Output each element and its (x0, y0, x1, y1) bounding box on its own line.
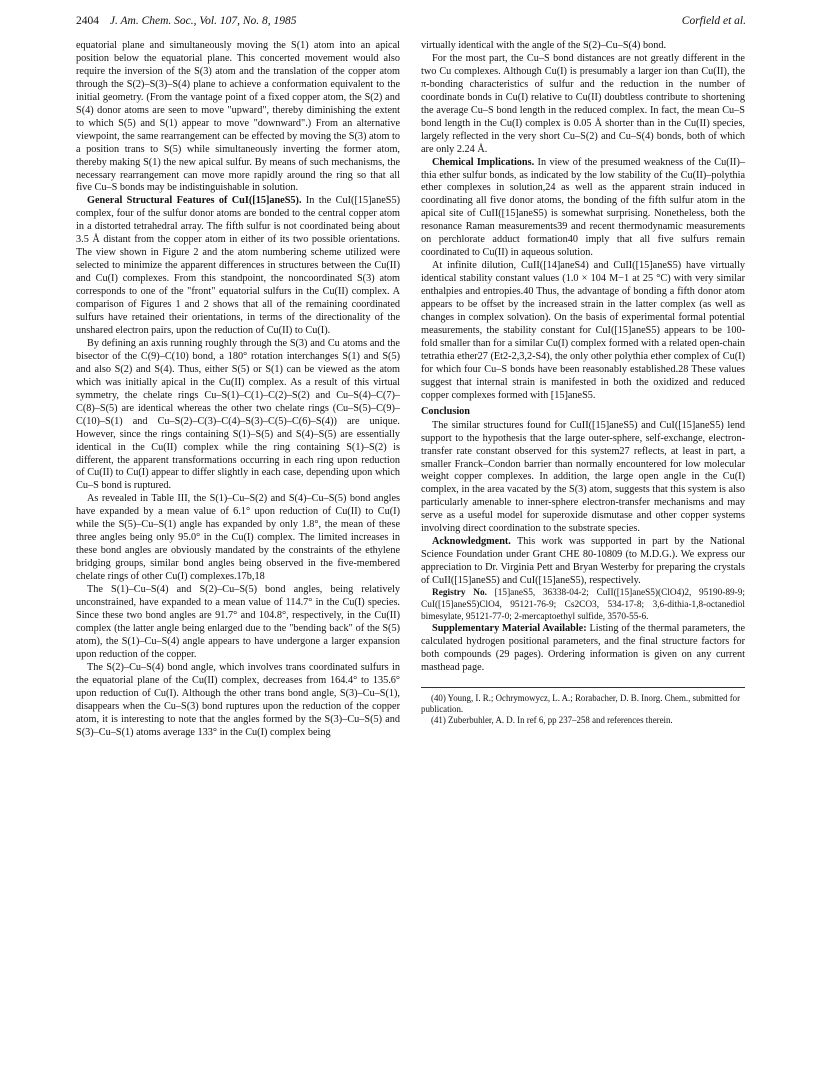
paragraph: For the most part, the Cu–S bond distances are not greatly different in the two Cu complexes. Although Cu(I) is presumably a larger ion than Cu(II), the π-bonding characteristics of sulfur and the reduction in the number of coordinate bonds in Cu(I) relative to Cu(II) doubtless contribute to shortening the average Cu–S bond length in the reduced complex. In fact, the mean Cu–S bond length in the Cu(I) complex is 0.05 Å shorter than in the Cu(II) species, largely reflected in the very short Cu–S(2) and Cu–S(4) bonds, both of which are only 2.24 Å. (421, 52, 745, 155)
supplementary-material (421, 623, 745, 675)
paragraph (421, 157, 745, 261)
section-heading: Chemical Implications. (432, 156, 535, 168)
paragraph-text: In view of the presumed weakness of the Cu(II)–thia ether sulfur bonds, as indicated by the low stability of the Cu(II)–polythia ether complexes in solution,24 as well as the apparent strain induced in coordinating all five donor atoms, the bonding of the fifth sulfur atom in the apical site of CuII([15]aneS5) is somewhat surprising. Nonetheless, both the resonance Raman measurements39 and recent thermodynamic measurements on perchlorate adduct formation40 imply that all five sulfurs remain coordinated to Cu(II) in aqueous solution. (421, 156, 745, 259)
page-number: 2404 (76, 15, 99, 27)
paragraph-text: In the CuI([15]aneS5) complex, four of the sulfur donor atoms are bonded to the central copper atom in a distorted tetrahedral array. The fifth sulfur is not coordinated being about 3.5 Å distant from the copper atom in either of its two possible orientations. The view shown in Figure 2 and the atom numbering scheme utilized were selected to minimize the apparent differences in structures between the Cu(II) and Cu(I) complexes. From this standpoint, the noncoordinated S(3) atom corresponds to one of the "front" equatorial sulfurs in the Cu(II) complex. A comparison of Figures 1 and 2 shows that all of the remaining coordinated sulfurs have retained their orientations, in terms of the directionality of the unshared electron pairs, upon the reduction of Cu(II) to Cu(I). (76, 195, 400, 336)
page-header (76, 15, 746, 31)
registry-heading: Registry No. (432, 588, 487, 599)
reference-40: (40) Young, I. R.; Ochrymowycz, L. A.; Rorabacher, D. B. Inorg. Chem., submitted for publication. (421, 693, 741, 715)
ack-text: This work was supported in part by the National Science Foundation under Grant CHE 80-10809 (to M.D.G.). We express our appreciation to Dr. Virginia Pett and Bryan Westerby for preparing the crystals of CuII([15]aneS5) and CuI([15]aneS5), respectively. (421, 536, 745, 587)
registry-numbers (421, 588, 745, 623)
paragraph: At infinite dilution, CuII([14]aneS4) and CuII([15]aneS5) have virtually identical stability constant values (1.0 × 104 M−1 at 25 °C) with very similar enthalpies and entropies.40 Thus, the advantage of bonding a fifth donor atom appears to be offset by the increased strain in the latter complex (as well as changes in complex solvation). On the basis of experimental formal potential measurements, the stability constant for CuI([15]aneS5) appears to be 100-fold smaller than for a similar Cu(I) complex formed with a related open-chain tetrathia ether27 (Et2-2,3,2-S4), the only other polythia ether complex of Cu(I) for which four Cu–S bonds have been reasonably established.28 These values suggest that internal strain is manifested in both the oxidized and reduced copper complexes formed with [15]aneS5. (421, 260, 745, 401)
section-heading: General Structural Features of CuI([15]aneS5). (87, 195, 302, 207)
paragraph: The similar structures found for CuII([15]aneS5) and CuI([15]aneS5) lend support to the hypothesis that the large outer-sphere, self-exchange, electron-transfer rate constant observed for this system27 reflects, at least in part, a smaller Franck–Condon barrier than normally encountered for low molecular weight copper complexes. In addition, the large open angle in the Cu(I) complex, in the area vacated by the S(3) atom, suggests that this system is also particularly amenable to inner-sphere electron-transfer mechanisms and may serve as a useful model for superoxide dismutase and other copper systems involving direct coordination to the substrate species. (421, 419, 745, 535)
paragraph (76, 195, 400, 337)
paragraph: The S(2)–Cu–S(4) bond angle, which involves trans coordinated sulfurs in the equatorial plane of the Cu(II) complex, decreases from 164.4° to 135.6° upon reduction of Cu(I). Although the other trans bond angle, S(3)–Cu–S(1), disappears when the Cu–S(3) bond ruptures upon the reduction of the copper atom, it is interesting to note that the angles formed by the S(3)–Cu–S(5) and S(3)–Cu–S(1) atoms average 133° in the Cu(I) complex being (76, 661, 400, 738)
journal-citation: J. Am. Chem. Soc., Vol. 107, No. 8, 1985 (109, 15, 297, 27)
paragraph: The S(1)–Cu–S(4) and S(2)–Cu–S(5) bond angles, being relatively unconstrained, have expanded to a mean value of 114.7° in the Cu(I) species. Since these two bond angles are 91.7° and 104.8°, respectively, in the Cu(II) complex (the latter angle being enlarged due to the "bending back" of the S(5) atom), the S(1)–Cu–S(4) angle appears to have undergone a larger expansion upon reduction of the copper. (76, 584, 400, 660)
right-column (421, 40, 745, 726)
ack-heading: Acknowledgment. (432, 536, 511, 548)
left-column (76, 40, 400, 739)
registry-text: [15]aneS5, 36338-04-2; CuII([15]aneS5)(ClO4)2, 95190-89-9; CuI([15]aneS5)ClO4, 95121-76-9; Cs2CO3, 534-17-8; 3,6-dithia-1,8-octanediol bimesylate, 95121-77-0; 2-mercaptoethyl sulfide, 3570-55-6. (421, 588, 745, 622)
conclusion-heading: Conclusion (421, 405, 470, 417)
acknowledgment (421, 536, 745, 588)
running-authors: Corfield et al. (681, 15, 746, 27)
paragraph: As revealed in Table III, the S(1)–Cu–S(2) and S(4)–Cu–S(5) bond angles have expanded by a mean value of 6.1° upon reduction of Cu(II) to Cu(I) while the S(5)–Cu–S(1) angle has expanded by only 1.8°, the mean of these three angles being only 95.0° in the Cu(I) complex. The limited increases in these bond angles are obviously mandated by the constraints of the ethylene bridging groups, similar bond angles being observed in the five-membered chelate rings of other Cu(I) complexes.17b,18 (76, 493, 400, 583)
paragraph: equatorial plane and simultaneously moving the S(1) atom into an apical position below the equatorial plane. This concerted movement would also require the inversion of the S(3) atom and the translation of the copper atom through the S(2)–S(3)–S(4) plane to achieve a conformation equivalent to the initial geometry. (From the vantage point of a fixed copper atom, the S(2) and S(4) donor atoms are seen to move "upward", thereby diminishing the extent to which S(5) and S(1) appear to move "downward".) From an alternative viewpoint, the same rearrangement can be effected by moving the S(3) atom to a position trans to S(5) while simultaneously inverting the former atom, thereby making S(1) the new apical sulfur. By means of such mechanisms, the necessary rearrangement can move more rapidly around the ring so that all five Cu–S bonds may be indistinguishable in solution. (76, 40, 400, 194)
footnote-references (421, 687, 745, 726)
paragraph: By defining an axis running roughly through the S(3) and Cu atoms and the bisector of the C(9)–C(10) bond, a 180° rotation interchanges S(1) and S(5) and also S(2) and S(4). Thus, either S(5) or S(1) can be viewed as the atom which was initially apical in the Cu(II) complex. As a result of this virtual symmetry, the chelate rings Cu–S(1)–C(1)–C(2)–S(2) and Cu–S(4)–C(7)–C(8)–S(5) are identical whereas the other two chelate rings (Cu–S(5)–C(9)–C(10)–S(1) and Cu–S(2)–C(3)–C(4)–S(3)–C(5)–C(6)–S(4)) are unique. However, since the rings containing S(1)–S(5) and S(4)–S(5) are essentially identical in the Cu(II) complex while the ring containing S(1)–S(2) is different, the apparent transformations occurring in each ring upon reduction of Cu(II) to Cu(I) appear to differ slightly in each case, depending upon which Cu–S bond is ruptured. (76, 337, 400, 492)
supp-heading: Supplementary Material Available: (432, 623, 587, 635)
reference-41: (41) Zuberbuhler, A. D. In ref 6, pp 237–258 and references therein. (431, 715, 673, 726)
paragraph: virtually identical with the angle of the S(2)–Cu–S(4) bond. (421, 40, 667, 51)
supp-text: Listing of the thermal parameters, the calculated hydrogen positional parameters, and the final structure factors for both compounds (29 pages). Ordering information is given on any current masthead page. (421, 623, 746, 674)
